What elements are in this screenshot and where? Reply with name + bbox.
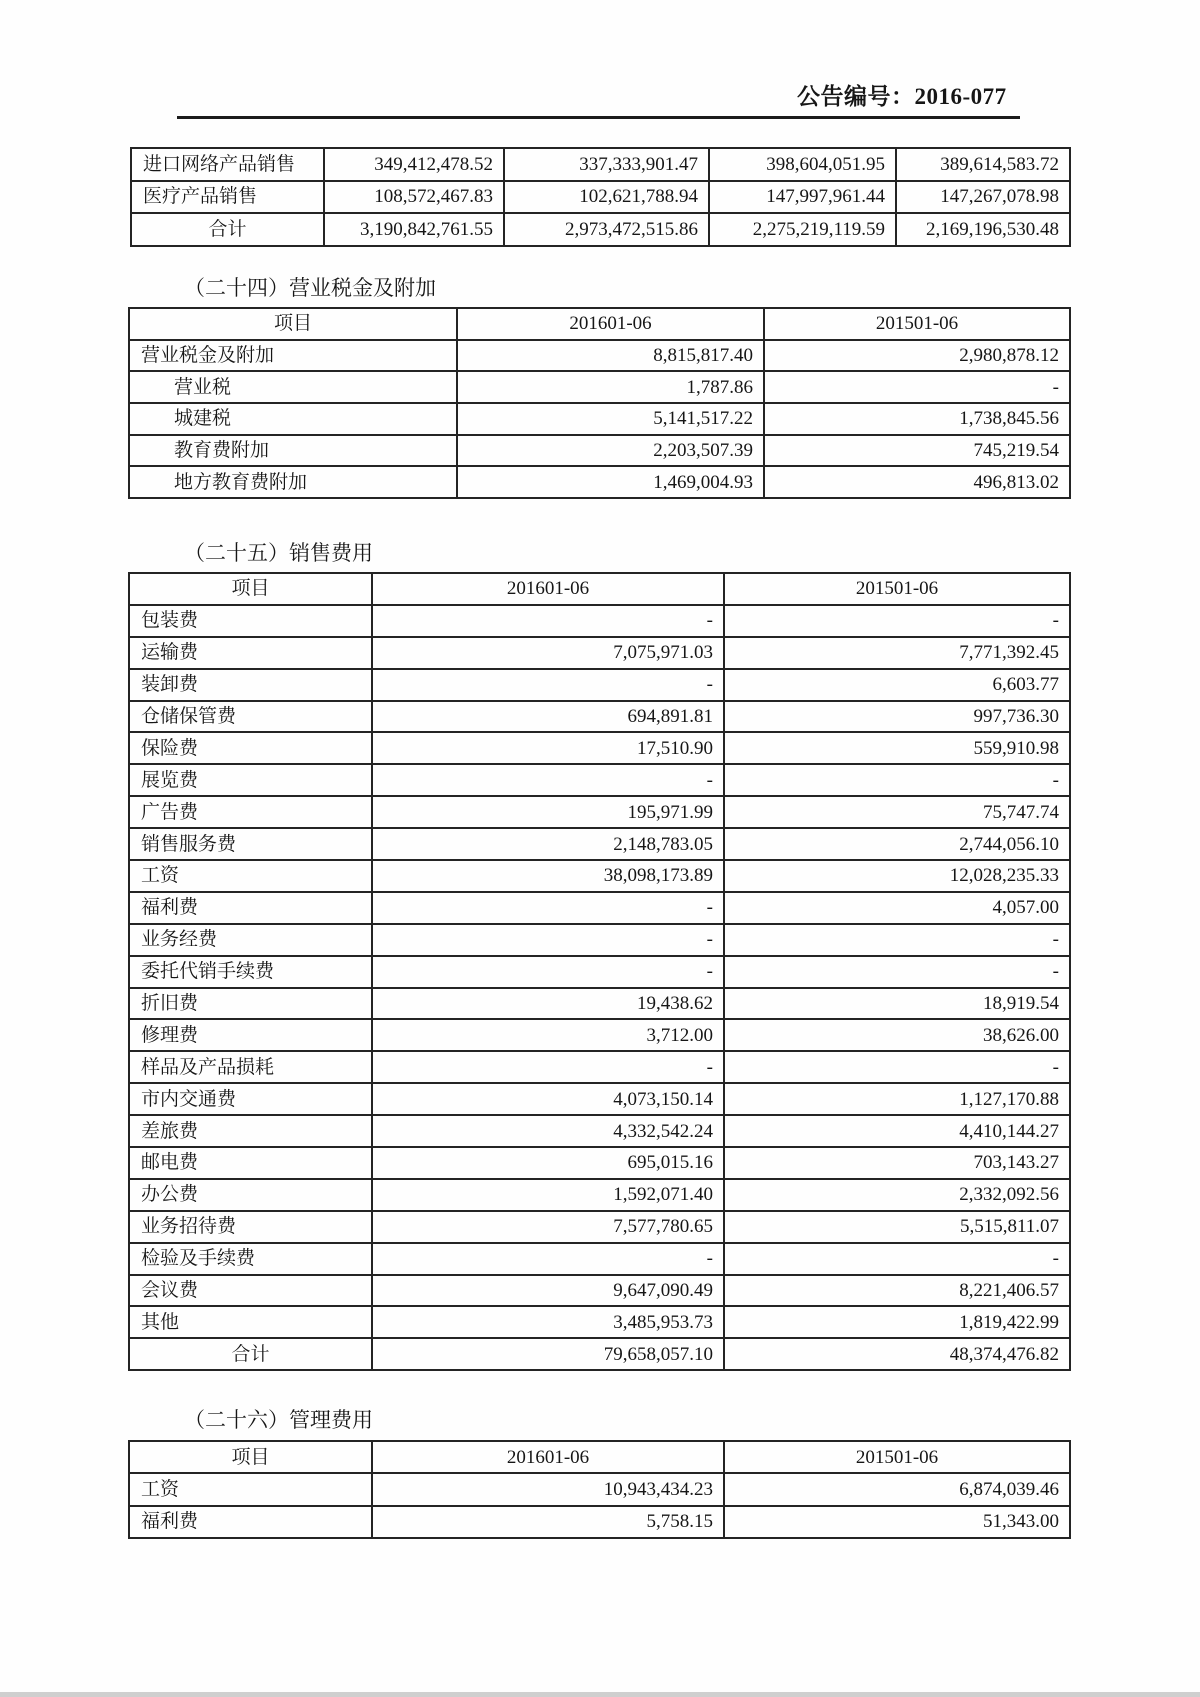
announcement-number: 公告编号：2016-077 bbox=[797, 84, 1007, 109]
row-label: 修理费 bbox=[129, 1019, 372, 1051]
row-value-2: 559,910.98 bbox=[724, 732, 1070, 764]
row-value-1: - bbox=[372, 1243, 724, 1275]
column-header-period-2: 201501-06 bbox=[764, 308, 1070, 340]
section-26-table bbox=[128, 1440, 1071, 1539]
row-value-2: 38,626.00 bbox=[724, 1019, 1070, 1051]
row-value-1: 2,148,783.05 bbox=[372, 828, 724, 860]
row-value-1: 19,438.62 bbox=[372, 988, 724, 1020]
row-value-1: - bbox=[372, 605, 724, 637]
table-row bbox=[129, 1338, 1070, 1370]
table-row bbox=[129, 1051, 1070, 1083]
row-label: 工资 bbox=[129, 1473, 372, 1505]
row-value-2: 18,919.54 bbox=[724, 988, 1070, 1020]
row-label: 医疗产品销售 bbox=[131, 181, 324, 214]
row-value-4: 147,267,078.98 bbox=[896, 181, 1070, 214]
row-label: 营业税 bbox=[129, 371, 457, 403]
table-header-row bbox=[129, 308, 1070, 340]
row-value-2: - bbox=[724, 764, 1070, 796]
section-25-table bbox=[128, 572, 1071, 1371]
row-label: 地方教育费附加 bbox=[129, 466, 457, 498]
row-value-4: 2,169,196,530.48 bbox=[896, 213, 1070, 246]
row-label: 市内交通费 bbox=[129, 1083, 372, 1115]
column-header-period-2: 201501-06 bbox=[724, 573, 1070, 605]
table-row bbox=[129, 1115, 1070, 1147]
row-value-2: 6,603.77 bbox=[724, 669, 1070, 701]
table-row bbox=[129, 701, 1070, 733]
row-label: 保险费 bbox=[129, 732, 372, 764]
row-value-1: - bbox=[372, 924, 724, 956]
column-header-period-1: 201601-06 bbox=[372, 573, 724, 605]
section-24-title: （二十四）营业税金及附加 bbox=[184, 276, 436, 300]
row-label: 工资 bbox=[129, 860, 372, 892]
row-label: 样品及产品损耗 bbox=[129, 1051, 372, 1083]
row-label: 运输费 bbox=[129, 637, 372, 669]
row-value-1: 1,787.86 bbox=[457, 371, 764, 403]
row-value-1: 10,943,434.23 bbox=[372, 1473, 724, 1505]
continuation-table bbox=[130, 147, 1071, 247]
row-label: 合计 bbox=[131, 213, 324, 246]
column-header-item: 项目 bbox=[129, 308, 457, 340]
row-value-1: 694,891.81 bbox=[372, 701, 724, 733]
row-value-2: 1,127,170.88 bbox=[724, 1083, 1070, 1115]
row-label: 教育费附加 bbox=[129, 435, 457, 467]
section-26-title: （二十六）管理费用 bbox=[184, 1408, 373, 1432]
table-row bbox=[131, 148, 1070, 181]
row-value-1: 9,647,090.49 bbox=[372, 1275, 724, 1307]
row-label: 福利费 bbox=[129, 892, 372, 924]
row-value-2: 4,057.00 bbox=[724, 892, 1070, 924]
row-value-2: 5,515,811.07 bbox=[724, 1211, 1070, 1243]
row-value-2: 7,771,392.45 bbox=[724, 637, 1070, 669]
row-label: 会议费 bbox=[129, 1275, 372, 1307]
table-row bbox=[129, 1306, 1070, 1338]
row-value-1: 5,758.15 bbox=[372, 1506, 724, 1538]
row-label: 仓储保管费 bbox=[129, 701, 372, 733]
row-value-1: 17,510.90 bbox=[372, 732, 724, 764]
row-label: 营业税金及附加 bbox=[129, 340, 457, 372]
row-value-1: 108,572,467.83 bbox=[324, 181, 504, 214]
row-value-1: - bbox=[372, 1051, 724, 1083]
table-row bbox=[129, 605, 1070, 637]
table-row bbox=[129, 1243, 1070, 1275]
row-value-1: 3,485,953.73 bbox=[372, 1306, 724, 1338]
table-row bbox=[129, 956, 1070, 988]
row-value-1: 3,712.00 bbox=[372, 1019, 724, 1051]
section-25-title: （二十五）销售费用 bbox=[184, 541, 373, 565]
table-row bbox=[129, 860, 1070, 892]
table-row bbox=[129, 924, 1070, 956]
row-value-2: - bbox=[724, 924, 1070, 956]
row-value-1: - bbox=[372, 764, 724, 796]
row-value-2: 102,621,788.94 bbox=[504, 181, 709, 214]
row-value-1: 5,141,517.22 bbox=[457, 403, 764, 435]
row-value-2: 2,980,878.12 bbox=[764, 340, 1070, 372]
row-value-2: - bbox=[724, 956, 1070, 988]
row-value-2: 1,738,845.56 bbox=[764, 403, 1070, 435]
row-value-1: 195,971.99 bbox=[372, 796, 724, 828]
row-value-1: - bbox=[372, 892, 724, 924]
row-value-2: - bbox=[724, 1243, 1070, 1275]
table-row bbox=[129, 403, 1070, 435]
table-row bbox=[129, 340, 1070, 372]
row-value-1: - bbox=[372, 956, 724, 988]
row-label: 销售服务费 bbox=[129, 828, 372, 860]
row-label: 广告费 bbox=[129, 796, 372, 828]
row-value-1: 2,203,507.39 bbox=[457, 435, 764, 467]
table-row bbox=[129, 1019, 1070, 1051]
table-row bbox=[129, 764, 1070, 796]
row-value-2: 1,819,422.99 bbox=[724, 1306, 1070, 1338]
row-value-2: 6,874,039.46 bbox=[724, 1473, 1070, 1505]
row-value-3: 2,275,219,119.59 bbox=[709, 213, 896, 246]
row-value-1: 4,332,542.24 bbox=[372, 1115, 724, 1147]
table-row bbox=[129, 1147, 1070, 1179]
row-label: 业务经费 bbox=[129, 924, 372, 956]
row-label: 折旧费 bbox=[129, 988, 372, 1020]
column-header-period-1: 201601-06 bbox=[457, 308, 764, 340]
table-row bbox=[129, 1083, 1070, 1115]
table-row bbox=[129, 796, 1070, 828]
row-value-1: 349,412,478.52 bbox=[324, 148, 504, 181]
table-row bbox=[129, 1179, 1070, 1211]
column-header-item: 项目 bbox=[129, 573, 372, 605]
row-value-2: 337,333,901.47 bbox=[504, 148, 709, 181]
row-value-4: 389,614,583.72 bbox=[896, 148, 1070, 181]
row-value-1: 4,073,150.14 bbox=[372, 1083, 724, 1115]
row-value-2: 2,744,056.10 bbox=[724, 828, 1070, 860]
row-value-2: 12,028,235.33 bbox=[724, 860, 1070, 892]
table-row bbox=[129, 892, 1070, 924]
row-value-1: 8,815,817.40 bbox=[457, 340, 764, 372]
row-value-1: 79,658,057.10 bbox=[372, 1338, 724, 1370]
row-value-2: 8,221,406.57 bbox=[724, 1275, 1070, 1307]
header-rule bbox=[177, 116, 1020, 119]
row-label: 包装费 bbox=[129, 605, 372, 637]
row-label: 进口网络产品销售 bbox=[131, 148, 324, 181]
table-row bbox=[131, 213, 1070, 246]
row-value-3: 398,604,051.95 bbox=[709, 148, 896, 181]
row-value-2: 496,813.02 bbox=[764, 466, 1070, 498]
row-label: 委托代销手续费 bbox=[129, 956, 372, 988]
row-value-1: 38,098,173.89 bbox=[372, 860, 724, 892]
table-row bbox=[129, 1473, 1070, 1505]
column-header-period-2: 201501-06 bbox=[724, 1441, 1070, 1473]
row-label: 业务招待费 bbox=[129, 1211, 372, 1243]
row-value-1: 7,075,971.03 bbox=[372, 637, 724, 669]
row-value-2: - bbox=[724, 605, 1070, 637]
table-row bbox=[129, 828, 1070, 860]
row-label: 其他 bbox=[129, 1306, 372, 1338]
row-value-2: - bbox=[764, 371, 1070, 403]
table-row bbox=[129, 988, 1070, 1020]
table-row bbox=[129, 732, 1070, 764]
row-label: 福利费 bbox=[129, 1506, 372, 1538]
row-label: 检验及手续费 bbox=[129, 1243, 372, 1275]
row-value-2: 745,219.54 bbox=[764, 435, 1070, 467]
row-value-2: 2,973,472,515.86 bbox=[504, 213, 709, 246]
row-label: 展览费 bbox=[129, 764, 372, 796]
row-value-2: 4,410,144.27 bbox=[724, 1115, 1070, 1147]
row-value-2: 703,143.27 bbox=[724, 1147, 1070, 1179]
row-value-2: 997,736.30 bbox=[724, 701, 1070, 733]
row-label: 合计 bbox=[129, 1338, 372, 1370]
row-value-1: 7,577,780.65 bbox=[372, 1211, 724, 1243]
row-value-1: - bbox=[372, 669, 724, 701]
table-header-row bbox=[129, 1441, 1070, 1473]
row-label: 装卸费 bbox=[129, 669, 372, 701]
row-label: 城建税 bbox=[129, 403, 457, 435]
table-row bbox=[129, 371, 1070, 403]
table-row bbox=[129, 669, 1070, 701]
row-value-2: 75,747.74 bbox=[724, 796, 1070, 828]
row-value-1: 1,592,071.40 bbox=[372, 1179, 724, 1211]
table-row bbox=[129, 1211, 1070, 1243]
row-label: 邮电费 bbox=[129, 1147, 372, 1179]
row-label: 差旅费 bbox=[129, 1115, 372, 1147]
table-row bbox=[129, 637, 1070, 669]
table-row bbox=[129, 1506, 1070, 1538]
table-row bbox=[129, 1275, 1070, 1307]
section-24-table bbox=[128, 307, 1071, 499]
row-label: 办公费 bbox=[129, 1179, 372, 1211]
table-row bbox=[129, 466, 1070, 498]
row-value-3: 147,997,961.44 bbox=[709, 181, 896, 214]
table-header-row bbox=[129, 573, 1070, 605]
row-value-1: 1,469,004.93 bbox=[457, 466, 764, 498]
table-row bbox=[131, 181, 1070, 214]
table-row bbox=[129, 435, 1070, 467]
row-value-2: - bbox=[724, 1051, 1070, 1083]
row-value-1: 3,190,842,761.55 bbox=[324, 213, 504, 246]
row-value-2: 2,332,092.56 bbox=[724, 1179, 1070, 1211]
scan-edge-artifact bbox=[0, 1692, 1200, 1697]
row-value-2: 51,343.00 bbox=[724, 1506, 1070, 1538]
row-value-1: 695,015.16 bbox=[372, 1147, 724, 1179]
row-value-2: 48,374,476.82 bbox=[724, 1338, 1070, 1370]
column-header-period-1: 201601-06 bbox=[372, 1441, 724, 1473]
column-header-item: 项目 bbox=[129, 1441, 372, 1473]
